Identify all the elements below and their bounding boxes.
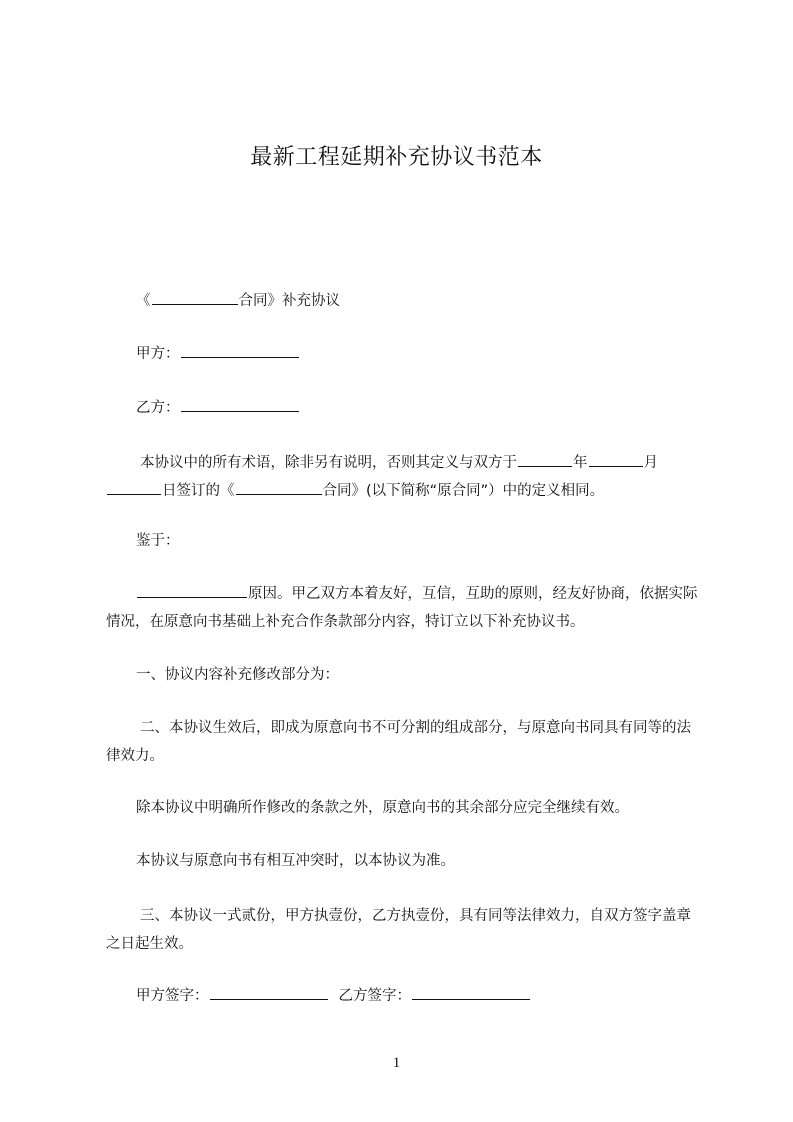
page-number: 1 [392, 1055, 401, 1071]
contract-name-blank[interactable] [152, 290, 238, 305]
heading-prefix: 《 [136, 293, 151, 309]
terms-month: 月 [643, 455, 658, 471]
reason-blank[interactable] [137, 583, 247, 598]
clause-3: 三、本协议一式贰份，甲方执壹份，乙方执壹份，具有同等法律效力，自双方签字盖章之日起生效。 [106, 908, 691, 952]
party-a-line [106, 340, 702, 368]
party-a-blank[interactable] [181, 343, 299, 358]
whereas-line: 鉴于： [136, 533, 180, 549]
year-blank[interactable] [518, 452, 572, 467]
terms-rest: 合同》(以下简称“原合同”）中的定义相同。 [322, 483, 605, 499]
agreement-heading [106, 287, 702, 315]
clause-2c: 本协议与原意向书有相互冲突时，以本协议为准。 [136, 853, 455, 869]
month-blank[interactable] [589, 452, 643, 467]
party-a-label: 甲方： [136, 346, 180, 362]
terms-text-1: 本协议中的所有术语，除非另有说明，否则其定义与双方于 [140, 455, 517, 471]
sign-b-label: 乙方签字： [338, 988, 411, 1004]
reason-paragraph [106, 580, 702, 636]
sign-a-blank[interactable] [210, 985, 328, 1000]
sign-a-label: 甲方签字： [136, 988, 209, 1004]
terms-paragraph [106, 449, 702, 505]
party-b-label: 乙方： [136, 400, 180, 416]
document-title: 最新工程延期补充协议书范本 [250, 145, 543, 170]
original-contract-blank[interactable] [236, 480, 322, 495]
clause-1: 一、协议内容补充修改部分为： [136, 667, 339, 683]
terms-day-signed: 日签订的《 [162, 483, 235, 499]
terms-year: 年 [573, 455, 588, 471]
day-blank[interactable] [107, 480, 161, 495]
clause-2b: 除本协议中明确所作修改的条款之外，原意向书的其余部分应完全继续有效。 [136, 800, 629, 816]
party-b-line [106, 394, 702, 422]
signature-row [106, 982, 702, 1010]
heading-suffix: 合同》补充协议 [238, 293, 340, 309]
party-b-blank[interactable] [181, 397, 299, 412]
reason-text: 原因。甲乙双方本着友好，互信，互助的原则，经友好协商，依据实际情况，在原意向书基础上补充合作条款部分内容，特订立以下补充协议书。 [106, 586, 698, 630]
clause-2: 二、本协议生效后，即成为原意向书不可分割的组成部分，与原意向书同具有同等的法律效力。 [106, 720, 691, 764]
sign-b-blank[interactable] [412, 985, 530, 1000]
